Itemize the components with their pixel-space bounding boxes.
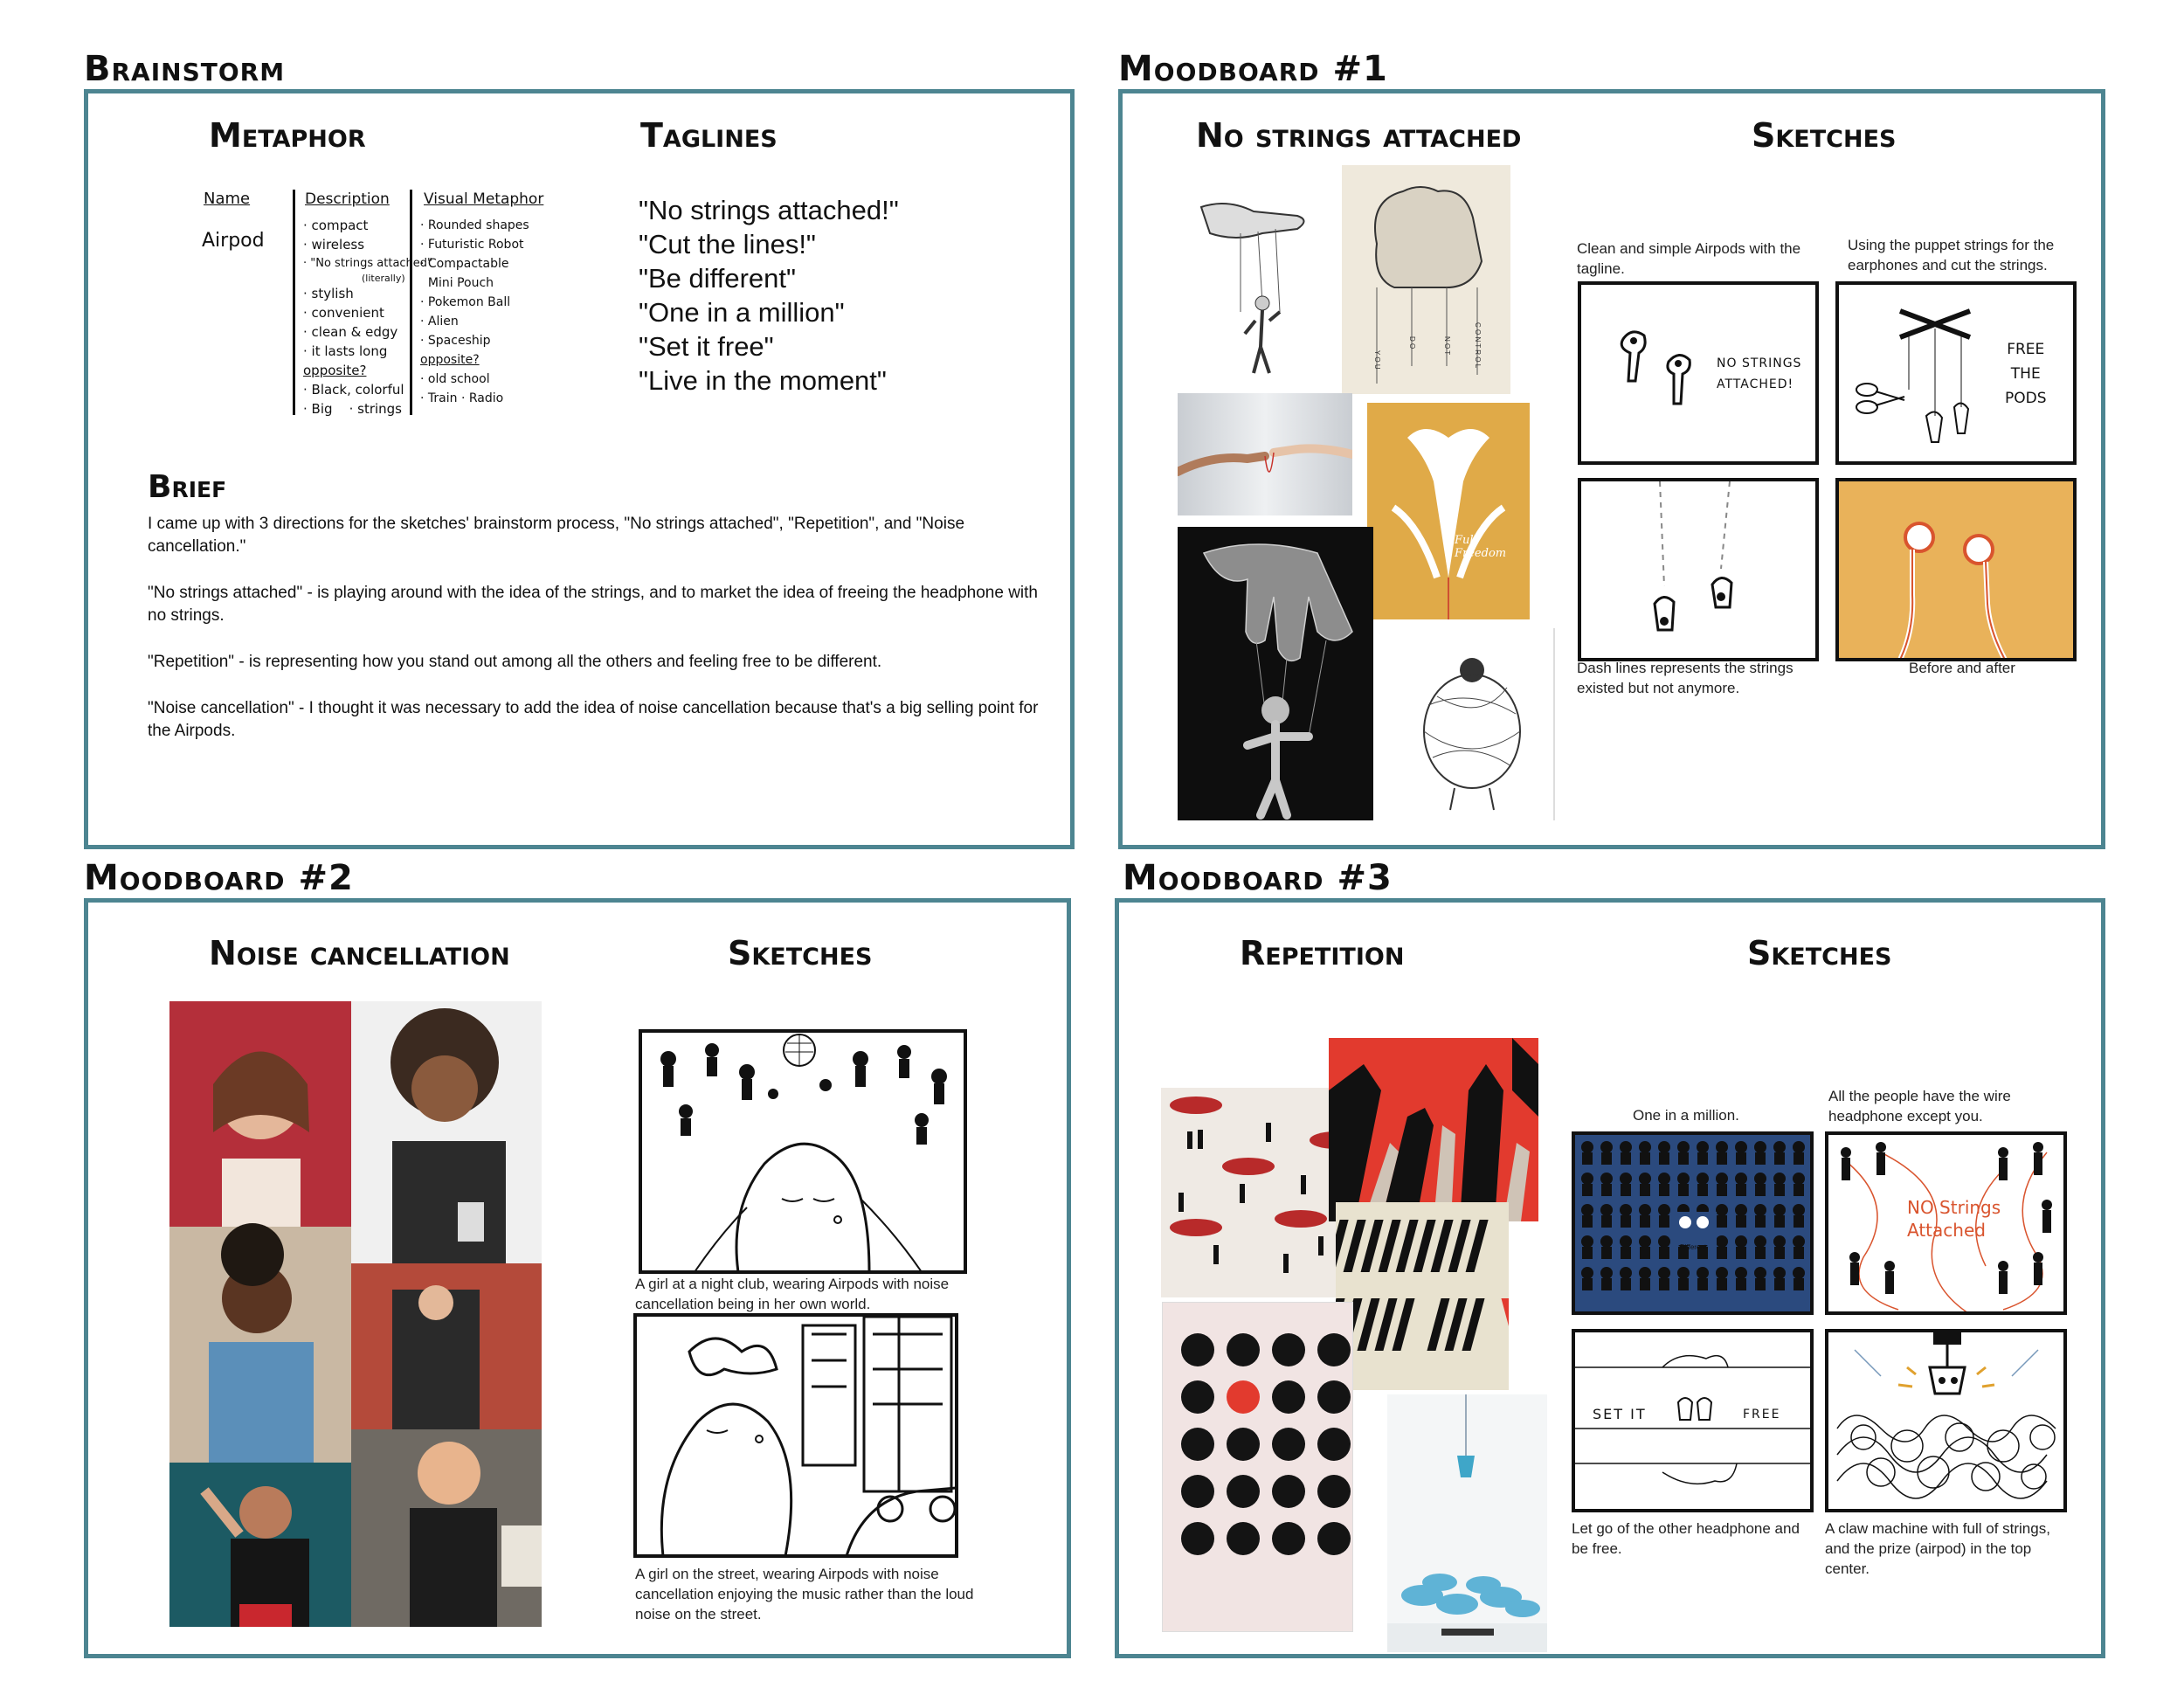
claw-machine-photo [1387,1394,1547,1652]
diagonal-lines-poster [1336,1202,1509,1390]
full-freedom-poster [1367,403,1530,619]
visual-item: · Alien [420,315,459,329]
moodboard3-section-title: Moodboard #3 [1123,858,1393,898]
moodboard1-caption-2: Using the puppet strings for the earphones and cut the strings. [1848,237,2055,273]
sketch-no-strings-label: NO Strings Attached [1907,1197,2001,1241]
table-header-name: Name [204,190,251,208]
moodboard2-right-heading: Sketches [728,934,873,972]
desc-item: · convenient [303,305,384,321]
moodboard2-panel [84,898,1071,1658]
moodboard2-caption-1: A girl at a night club, wearing Airpods with noise cancellation being in her own world. [635,1276,950,1312]
set-it-free-sketch [1572,1329,1814,1512]
dashed-strings-sketch [1578,478,1819,661]
tagline-item: "Live in the moment" [639,365,887,396]
table-name-value: Airpod [202,230,265,252]
moodboard1-caption-3: Dash lines represents the strings existed but not anymore. [1577,660,1794,696]
visual-item: · Spaceship [420,334,491,348]
visual-item: · Compactable [420,257,509,271]
tagline-item: "One in a million" [639,297,845,328]
card-letter: Y O U [1373,350,1381,370]
metaphor-table [202,190,551,522]
moodboard1-section-title: Moodboard #1 [1118,49,1388,89]
card-letter: N O T [1443,336,1451,356]
desc-item: · "No strings attached" [303,257,433,270]
moodboard3-caption-3: Let go of the other headphone and be free. [1572,1520,1800,1557]
desc-item: · wireless [303,237,365,253]
brief-paragraph: "Noise cancellation" - I thought it was necessary to add the idea of noise cancellation because that's a big selling point for the Airpods. [148,699,1039,740]
taglines-list [639,193,899,398]
poster-text: Full Freedom [1455,534,1507,560]
reaching-hands-photo [1178,393,1352,515]
marionette-photo [1178,527,1373,820]
brief-paragraph: "Repetition" - is representing how you stand out among all the others and feeling free to be different. [148,653,882,671]
desc-item: · it lasts long [303,343,388,359]
moodboard3-panel [1115,898,2105,1658]
visual-item: opposite? [420,353,480,367]
visual-item: · old school [420,372,490,386]
table-header-description: Description [305,190,390,208]
reaching-hands-red [1329,1038,1538,1221]
moodboard1-panel [1118,89,2105,849]
street-sketch [633,1313,958,1558]
moodboard3-caption-2: All the people have the wire headphone except you. [1828,1088,2011,1124]
desc-item: · Big · strings [303,401,402,417]
sketch-free-label: FREE [1743,1408,1781,1422]
table-divider-1 [293,190,295,415]
puppet-hand-card [1342,165,1510,394]
taglines-heading: Taglines [640,116,778,155]
desc-item: (literally) [356,273,405,284]
moodboard1-caption-1: Clean and simple Airpods with the tagline. [1577,240,1801,277]
airpods-tagline-sketch [1578,281,1819,465]
brief-heading: Brief [148,469,227,505]
metaphor-heading: Metaphor [209,116,366,155]
table-header-visual: Visual Metaphor [424,190,544,208]
one-in-a-million-sketch [1572,1131,1814,1315]
moodboard1-right-heading: Sketches [1752,116,1897,155]
night-club-sketch [639,1029,967,1274]
description-list [303,216,432,419]
moodboard3-caption-1: One in a million. [1633,1107,1739,1124]
moodboard3-caption-4: A claw machine with full of strings, and the prize (airpod) in the top center. [1825,1520,2050,1577]
visual-item: Mini Pouch [420,276,494,290]
tagline-item: "Cut the lines!" [639,229,816,259]
sketch-different-label: Different [1680,1243,1707,1251]
card-letter: D O [1408,336,1416,349]
desc-item: · Black, colorful [303,382,404,398]
visual-item: · Train · Radio [420,391,504,405]
tagline-item: "No strings attached!" [639,195,899,225]
desc-item: · compact [303,218,369,233]
sketch-tagline-text: NO STRINGS ATTACHED! [1717,356,1802,391]
brief-paragraph: I came up with 3 directions for the sketches' brainstorm process, "No strings attached", "Repetition", and "Noise cancellation." [148,515,965,556]
brief-text [148,513,1039,766]
brief-paragraph: "No strings attached" - is playing around with the idea of the strings, and to market the idea of freeing the headphone with no strings. [148,584,1038,625]
string-wrapped-sketch [1402,635,1542,819]
puppet-strings-sketch [1835,281,2077,465]
moodboard2-caption-2: A girl on the street, wearing Airpods with noise cancellation enjoying the music rather than the loud noise on the street. [635,1566,974,1622]
moodboard2-section-title: Moodboard #2 [84,858,354,898]
visual-item: · Pokemon Ball [420,295,511,309]
moodboard2-left-heading: Noise cancellation [209,934,510,972]
moodboard3-right-heading: Sketches [1747,934,1892,972]
visual-item: · Futuristic Robot [420,238,524,252]
moodboard1-left-heading: No strings attached [1196,116,1522,155]
visual-metaphor-list [420,216,529,408]
claw-machine-sketch [1825,1329,2067,1512]
noise-photo-collage [169,1001,542,1627]
sketch-free-pods-text: FREE THE PODS [2005,341,2047,407]
tagline-item: "Set it free" [639,331,774,362]
card-letter: C O N T R O L [1474,322,1482,369]
desc-item: · stylish [303,286,354,301]
moodboard1-caption-4: Before and after [1909,660,2015,676]
puppet-hand-drawing [1192,181,1324,382]
sketch-set-it-label: SET IT [1593,1406,1647,1422]
tagline-item: "Be different" [639,263,796,294]
moodboard3-left-heading: Repetition [1240,934,1405,972]
desc-item: · clean & edgy [303,324,398,340]
brainstorm-section-title: Brainstorm [84,49,286,89]
before-after-sketch [1835,478,2077,661]
image-divider-line [1553,628,1555,820]
dot-grid-poster [1163,1303,1352,1631]
brainstorm-panel [84,89,1075,849]
desc-item: opposite? [303,363,367,378]
visual-item: · Rounded shapes [420,218,529,232]
wire-headphones-sketch [1825,1131,2067,1315]
